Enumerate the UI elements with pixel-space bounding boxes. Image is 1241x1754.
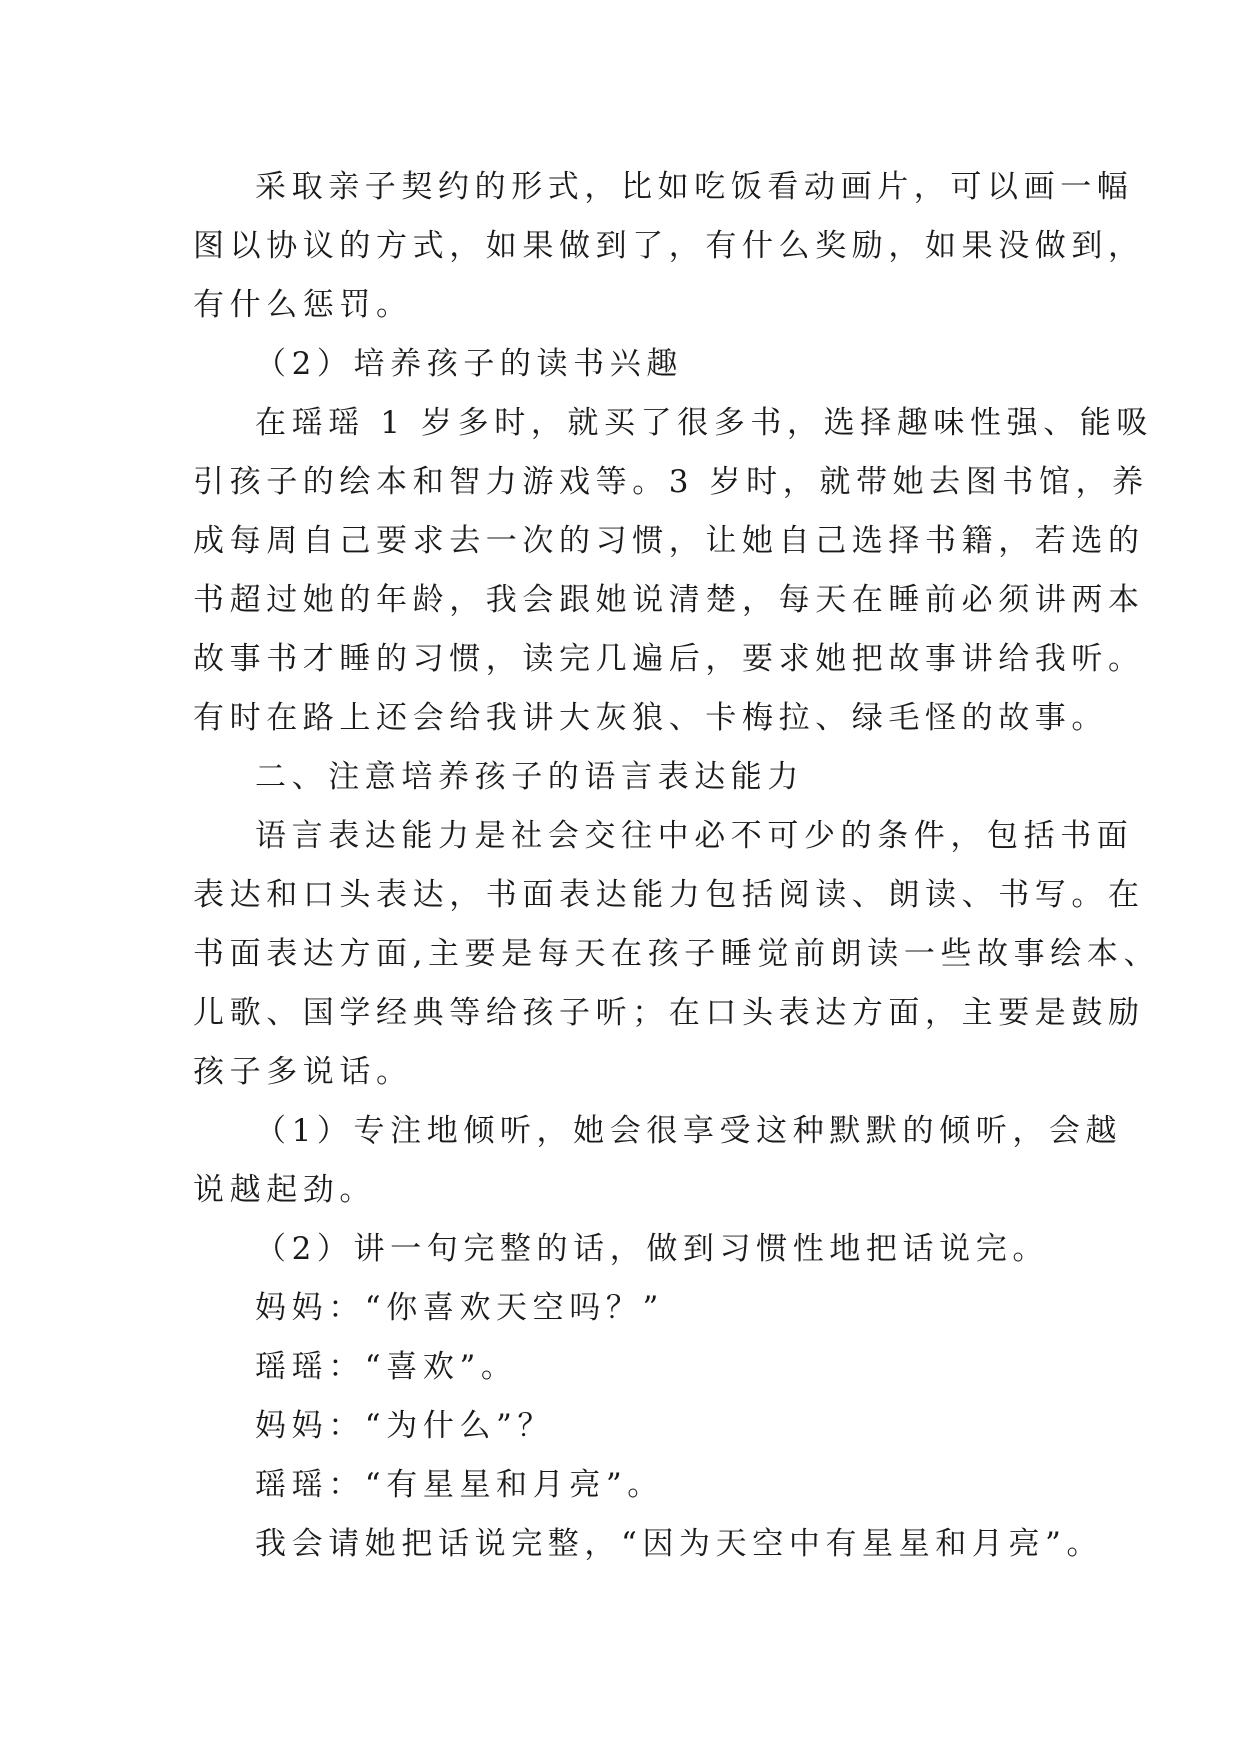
list-item: （2）讲一句完整的话，做到习惯性地把话说完。 — [255, 1231, 1049, 1267]
paragraph-line: 有时在路上还会给我讲大灰狼、卡梅拉、绿毛怪的故事。 — [193, 700, 1108, 736]
paragraph-line: 我会请她把话说完整，“因为天空中有星星和月亮”。 — [255, 1526, 1104, 1562]
paragraph-line: 成每周自己要求去一次的习惯，让她自己选择书籍，若选的 — [193, 523, 1145, 559]
paragraph-line: 书面表达方面,主要是每天在孩子睡觉前朗读一些故事绘本、 — [193, 936, 1161, 972]
dialogue-line: 妈妈：“你喜欢天空吗？” — [255, 1290, 664, 1326]
paragraph-line: 有什么惩罚。 — [193, 287, 413, 323]
paragraph-line: 语言表达能力是社会交往中必不可少的条件，包括书面 — [255, 818, 1134, 854]
paragraph-line: 孩子多说话。 — [193, 1054, 413, 1090]
list-item: （1）专注地倾听，她会很享受这种默默的倾听，会越 — [255, 1113, 1123, 1149]
dialogue-line: 瑶瑶：“喜欢”。 — [255, 1349, 518, 1385]
paragraph-line: 采取亲子契约的形式，比如吃饭看动画片，可以画一幅 — [255, 169, 1134, 205]
paragraph-line: 引孩子的绘本和智力游戏等。3 岁时，就带她去图书馆，养 — [193, 464, 1149, 500]
paragraph-line: 说越起劲。 — [193, 1172, 376, 1208]
paragraph-line: 儿歌、国学经典等给孩子听；在口头表达方面，主要是鼓励 — [193, 995, 1145, 1031]
section-heading: （2）培养孩子的读书兴趣 — [255, 346, 683, 382]
paragraph-line: 故事书才睡的习惯，读完几遍后，要求她把故事讲给我听。 — [193, 641, 1145, 677]
paragraph-line: 书超过她的年龄，我会跟她说清楚，每天在睡前必须讲两本 — [193, 582, 1145, 618]
section-heading: 二、注意培养孩子的语言表达能力 — [255, 759, 804, 795]
paragraph-line: 图以协议的方式，如果做到了，有什么奖励，如果没做到， — [193, 228, 1145, 264]
paragraph-line: 表达和口头表达，书面表达能力包括阅读、朗读、书写。在 — [193, 877, 1145, 913]
document-body — [193, 158, 1161, 1574]
dialogue-line: 妈妈：“为什么”？ — [255, 1408, 555, 1444]
dialogue-line: 瑶瑶：“有星星和月亮”。 — [255, 1467, 664, 1503]
paragraph-line: 在瑶瑶 1 岁多时，就买了很多书，选择趣味性强、能吸 — [255, 405, 1154, 441]
